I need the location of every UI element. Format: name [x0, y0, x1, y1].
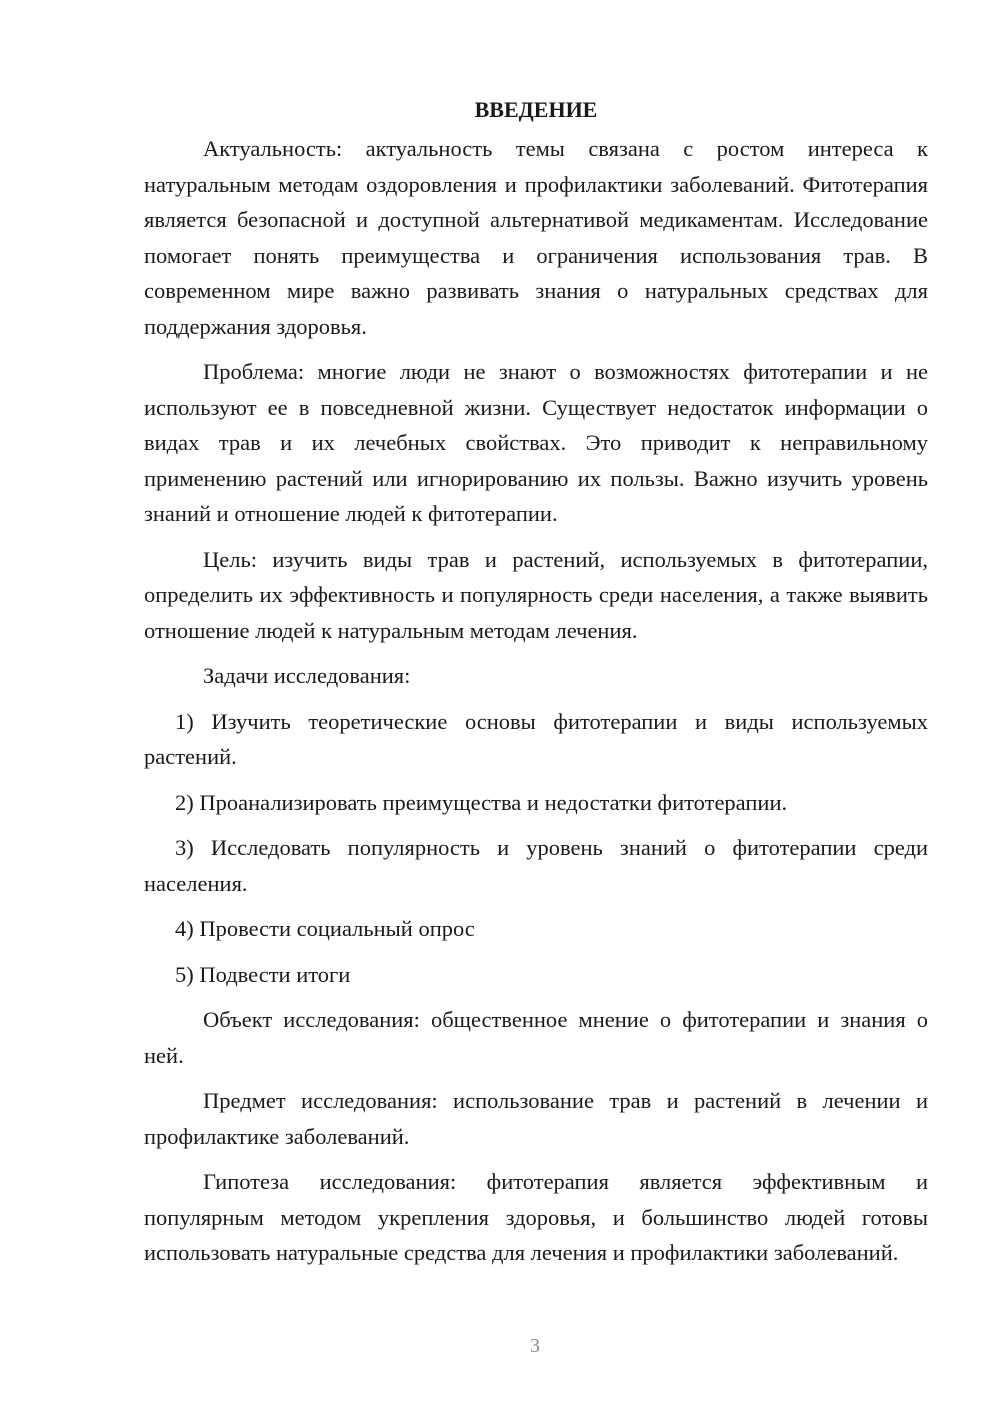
- tasks-list: [144, 704, 928, 993]
- paragraph-subject: Предмет исследования: использование трав и растений в лечении и профилактике заболеваний.: [144, 1088, 928, 1149]
- task-item-4: 4) Провести социальный опрос: [175, 916, 475, 941]
- paragraph-relevance: Актуальность: актуальность темы связана с ростом интереса к натуральным методам оздоровления и профилактики заболеваний. Фитотерапия является безопасной и доступной альтернативой медикаментам. Исследование помогает понять преимущества и ограничения использования трав. В современном мире важно развивать знания о натуральных средствах для поддержания здоровья.: [144, 136, 928, 339]
- task-item-3: 3) Исследовать популярность и уровень знаний о фитотерапии среди населения.: [144, 835, 928, 896]
- task-item-5: 5) Подвести итоги: [175, 961, 351, 987]
- paragraph-hypothesis: Гипотеза исследования: фитотерапия является эффективным и популярным методом укрепления здоровья, и большинство людей готовы использовать натуральные средства для лечения и профилактики заболеваний.: [144, 1169, 928, 1265]
- paragraph-goal: Цель: изучить виды трав и растений, используемых в фитотерапии, определить их эффективность и популярность среди населения, а также выявить отношение людей к натуральным методам лечения.: [144, 546, 928, 643]
- tasks-title: Задачи исследования:: [203, 663, 411, 688]
- page-number: 3: [530, 1335, 540, 1357]
- paragraph-object: Объект исследования: общественное мнение о фитотерапии и знания о ней.: [144, 1007, 928, 1068]
- task-item-2: 2) Проанализировать преимущества и недостатки фитотерапии.: [175, 789, 788, 815]
- paragraph-problem: Проблема: многие люди не знают о возможностях фитотерапии и не используют ее в повседневной жизни. Существует недостаток информации о видах трав и их лечебных свойствах. Это приводит к неправильному применению растений или игнорированию их пользы. Важно изучить уровень знаний и отношение людей к фитотерапии.: [144, 359, 928, 526]
- section-heading: ВВЕДЕНИЕ: [474, 97, 598, 122]
- task-item-1: 1) Изучить теоретические основы фитотерапии и виды используемых растений.: [144, 708, 928, 769]
- document-page: [144, 95, 928, 1281]
